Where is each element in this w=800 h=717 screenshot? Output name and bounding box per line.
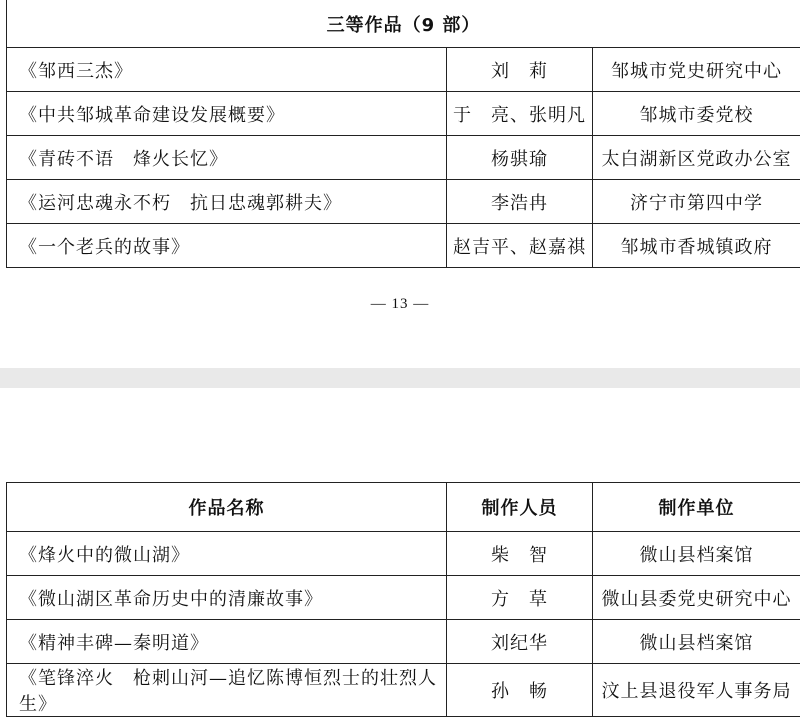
organization-cell: 邹城市香城镇政府 <box>593 224 800 268</box>
table-row <box>7 664 800 717</box>
creator-cell: 刘 莉 <box>447 48 593 92</box>
column-header-creator: 制作人员 <box>447 483 593 532</box>
table-row <box>7 532 800 576</box>
section-header: 三等作品（9 部） <box>7 0 800 48</box>
creator-cell: 杨骐瑜 <box>447 136 593 180</box>
page-separator <box>0 368 800 388</box>
table-row <box>7 92 800 136</box>
award-table-continued <box>6 482 800 717</box>
page-number: — 13 — <box>0 296 800 313</box>
creator-cell: 刘纪华 <box>447 620 593 664</box>
table-row <box>7 620 800 664</box>
creator-cell: 孙 畅 <box>447 664 593 717</box>
creator-cell: 方 草 <box>447 576 593 620</box>
creator-cell: 于 亮、张明凡 <box>447 92 593 136</box>
table-row <box>7 48 800 92</box>
column-header-work-title: 作品名称 <box>7 483 447 532</box>
table-row <box>7 180 800 224</box>
creator-cell: 柴 智 <box>447 532 593 576</box>
table-header-row <box>7 483 800 532</box>
section-header-row <box>7 0 800 48</box>
work-title-cell: 《微山湖区革命历史中的清廉故事》 <box>7 576 447 620</box>
work-title-cell: 《中共邹城革命建设发展概要》 <box>7 92 447 136</box>
organization-cell: 微山县委党史研究中心 <box>593 576 800 620</box>
award-table-third-prize <box>6 0 800 268</box>
table-row <box>7 224 800 268</box>
organization-cell: 微山县档案馆 <box>593 620 800 664</box>
work-title-cell: 《青砖不语 烽火长忆》 <box>7 136 447 180</box>
work-title-cell: 《运河忠魂永不朽 抗日忠魂郭耕夫》 <box>7 180 447 224</box>
work-title-cell: 《精神丰碑—秦明道》 <box>7 620 447 664</box>
work-title-cell: 《烽火中的微山湖》 <box>7 532 447 576</box>
document-page-bottom <box>0 388 800 713</box>
work-title-cell: 《邹西三杰》 <box>7 48 447 92</box>
organization-cell: 汶上县退役军人事务局 <box>593 664 800 717</box>
organization-cell: 邹城市党史研究中心 <box>593 48 800 92</box>
work-title-cell: 《笔锋淬火 枪刺山河—追忆陈博恒烈士的壮烈人生》 <box>7 664 447 717</box>
organization-cell: 太白湖新区党政办公室 <box>593 136 800 180</box>
creator-cell: 赵吉平、赵嘉祺 <box>447 224 593 268</box>
table-row <box>7 136 800 180</box>
work-title-cell: 《一个老兵的故事》 <box>7 224 447 268</box>
organization-cell: 邹城市委党校 <box>593 92 800 136</box>
creator-cell: 李浩冉 <box>447 180 593 224</box>
organization-cell: 济宁市第四中学 <box>593 180 800 224</box>
table-row <box>7 576 800 620</box>
column-header-organization: 制作单位 <box>593 483 800 532</box>
organization-cell: 微山县档案馆 <box>593 532 800 576</box>
